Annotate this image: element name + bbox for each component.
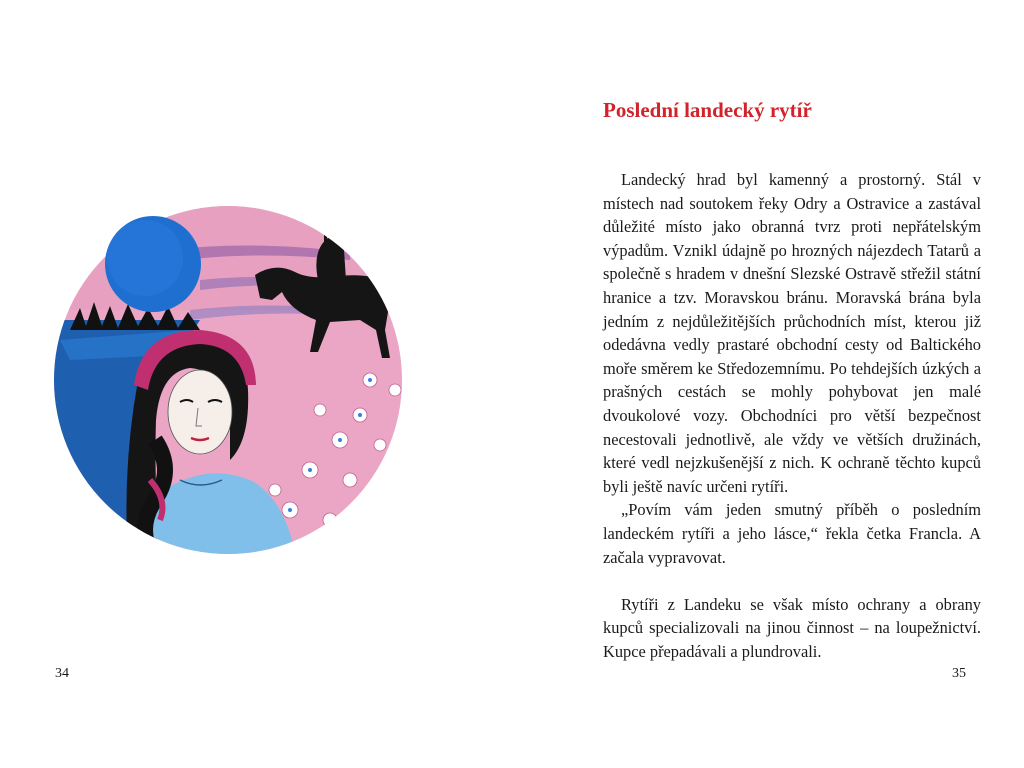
paragraph: „Povím vám jeden smutný příběh o posledním landeckém rytíři a jeho lásce,“ řekla četka Francla. A začala vypravovat.: [603, 500, 981, 567]
right-page: [512, 0, 1024, 768]
body-text: [603, 168, 981, 663]
chapter-title: Poslední landecký rytíř: [603, 98, 812, 122]
illustration-knight-and-maiden: [50, 180, 430, 580]
page-number: 34: [55, 666, 69, 681]
page-number: 35: [952, 666, 966, 681]
paragraph: Rytíři z Landeku se však místo ochrany a obrany kupců specializovali na jinou činnost – na loupežnictví. Kupce přepadávali a plundrovali.: [603, 594, 981, 661]
paragraph: Landecký hrad byl kamenný a prostorný. Stál v místech nad soutokem řeky Odry a Ostravice a zastával důležité místo jako obranná tvrz proti nepřátelským výpadům. Vznikl údajně po hrozných nájezdech Tatarů a společně s hradem v dnešní Slezské Ostravě střežil státní hranice a tzv. Moravskou bránu. Moravská brána byla jedním z nejdůležitějších průchodních míst, kterou již odedávna vedly prastaré obchodní cesty od Baltického moře směrem ke Středozemnímu. Po tehdejších úzkých a prašných cestách se mohly pohybovat jen malé dvoukolové vozy. Obchodníci pro větší bezpečnost necestovali jednotlivě, ale vždy ve větších družinách, které vedl nejzkušenější z nich. K ochraně těchto kupců byli ještě navíc určeni rytíři.: [603, 170, 981, 496]
